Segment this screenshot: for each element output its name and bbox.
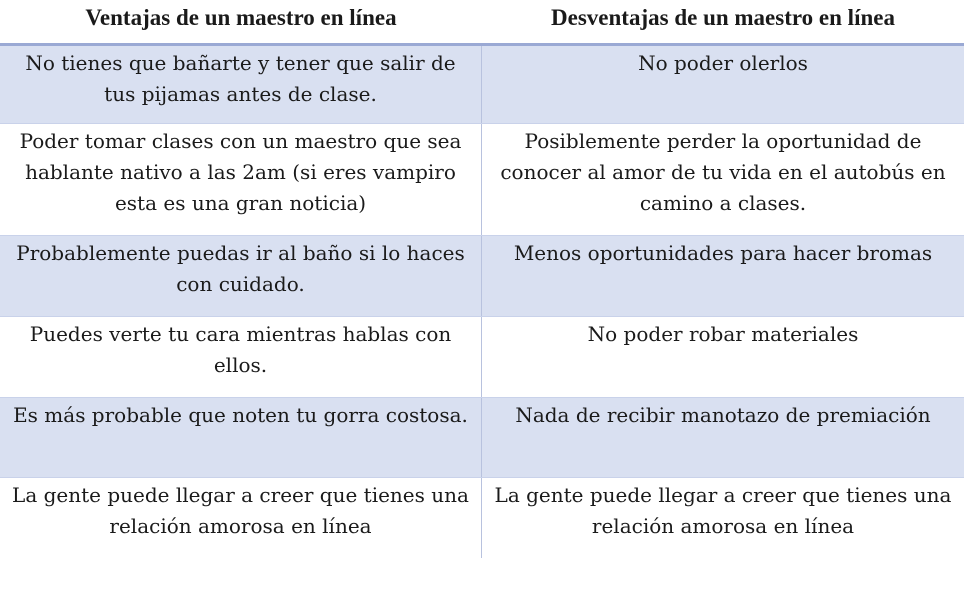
disadvantage-cell: No poder robar materiales [587, 322, 859, 346]
advantage-cell: Es más probable que noten tu gorra costosa. [0, 398, 482, 477]
advantage-cell: Puedes verte tu cara mientras hablas con ellos. [0, 317, 482, 397]
advantage-cell: Poder tomar clases con un maestro que sea hablante nativo a las 2am (si eres vampiro esta es una gran noticia) [0, 124, 482, 235]
table-row [0, 124, 964, 236]
table-row [0, 236, 964, 317]
header-disadvantages: Desventajas de un maestro en línea [551, 5, 895, 30]
advantage-cell: Probablemente puedas ir al baño si lo haces con cuidado. [0, 236, 482, 316]
header-advantages: Ventajas de un maestro en línea [85, 5, 397, 30]
disadvantage-cell: La gente puede llegar a creer que tienes una relación amorosa en línea [494, 483, 952, 538]
table-header [0, 0, 964, 46]
table-row [0, 478, 964, 558]
disadvantage-cell: Menos oportunidades para hacer bromas [513, 241, 933, 265]
disadvantage-cell: No poder olerlos [638, 51, 808, 75]
table-row [0, 317, 964, 398]
table-row [0, 46, 964, 124]
table-row [0, 398, 964, 478]
advantage-cell: La gente puede llegar a creer que tienes una relación amorosa en línea [0, 478, 482, 558]
disadvantage-cell: Posiblemente perder la oportunidad de conocer al amor de tu vida en el autobús en camino a clases. [500, 129, 946, 215]
disadvantage-cell: Nada de recibir manotazo de premiación [515, 403, 931, 427]
advantage-cell: No tienes que bañarte y tener que salir de tus pijamas antes de clase. [0, 46, 482, 123]
